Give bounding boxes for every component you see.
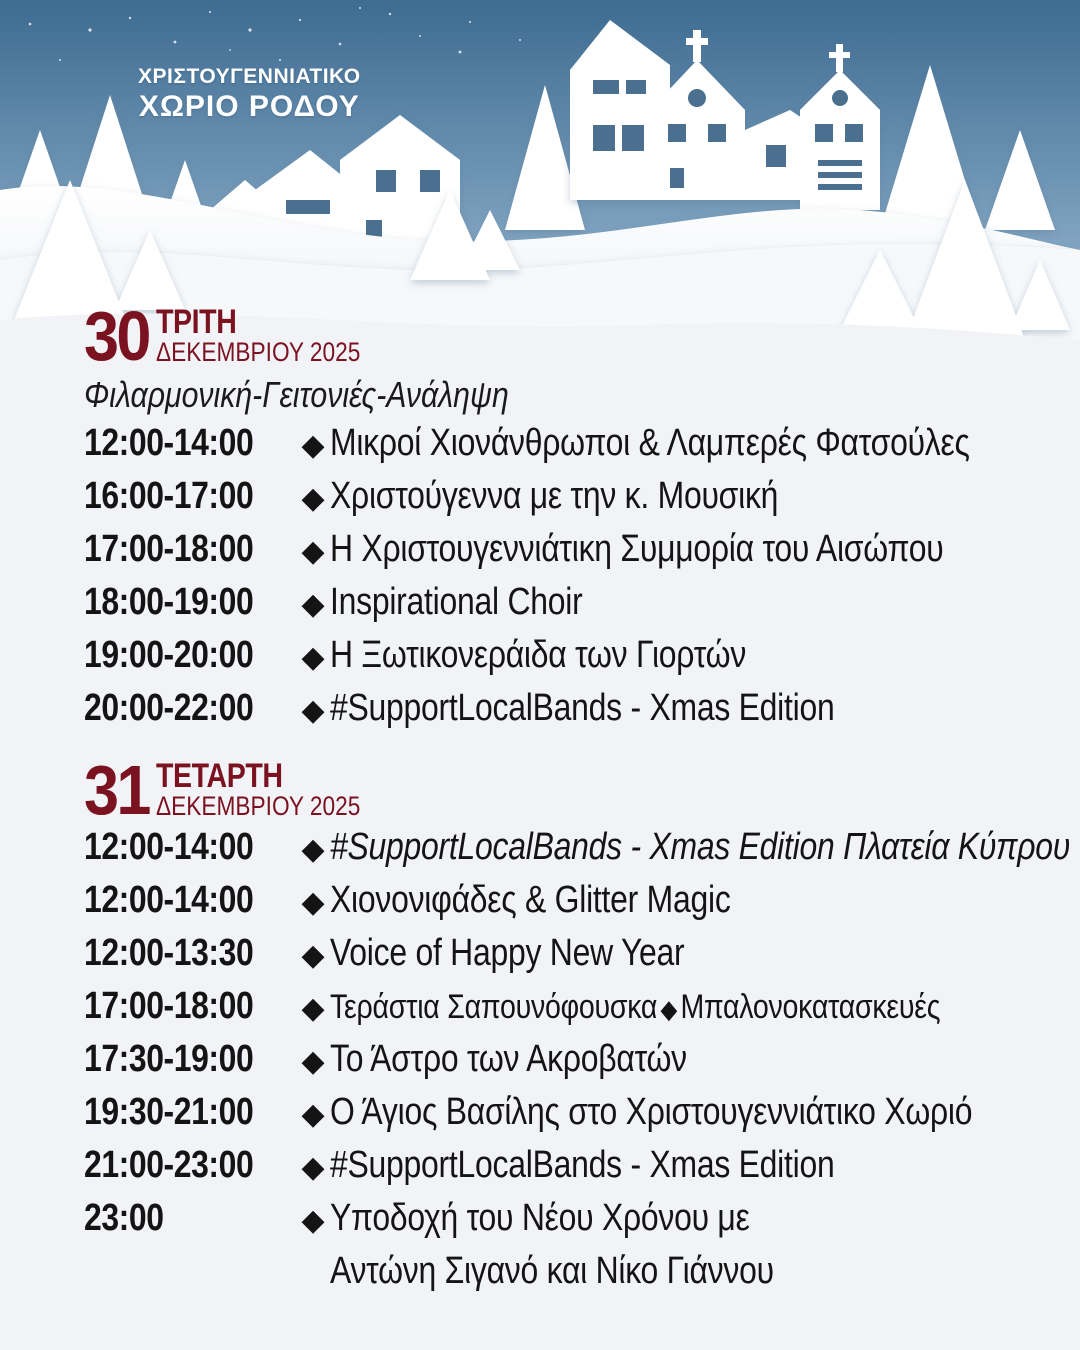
event-title: Το Άστρο των Ακροβατών [330, 1038, 687, 1080]
diamond-icon: ◆ [301, 1151, 325, 1184]
day-month: ΔΕΚΕΜΒΡΙΟΥ 2025 [155, 791, 361, 821]
diamond-icon: ◆ [301, 588, 325, 621]
event-title: #SupportLocalBands - Xmas Edition [330, 687, 835, 729]
event-title: #SupportLocalBands - Xmas Edition Πλατεία Κύπρου [330, 826, 1071, 868]
schedule-row [84, 932, 1064, 985]
event-time: 20:00-22:00 [84, 687, 254, 729]
logo-line-2: ΧΩΡΙΟ ΡΟΔΟΥ [138, 90, 360, 123]
event-logo [138, 64, 361, 124]
event-title-combined [330, 988, 940, 1027]
schedule-row [84, 985, 1064, 1038]
diamond-icon: ◆ [660, 994, 678, 1024]
event-title-part-b: Μπαλονοκατασκευές [680, 988, 941, 1026]
day-weekday: ΤΡΙΤΗ [155, 303, 237, 341]
schedule-row [84, 581, 1064, 634]
day-30-section [84, 297, 1064, 740]
event-title: Ο Άγιος Βασίλης στο Χριστουγεννιάτικο Χωριό [330, 1091, 973, 1133]
day-weekday: ΤΕΤΑΡΤΗ [155, 757, 283, 795]
logo-line-1: ΧΡΙΣΤΟΥΓΕΝΝΙΑΤΙΚΟ [138, 65, 361, 88]
event-time: 17:30-19:00 [84, 1038, 254, 1080]
event-time: 16:00-17:00 [84, 475, 254, 517]
schedule-row [84, 826, 1071, 879]
day-31-section [84, 751, 1071, 1303]
day-header [84, 751, 1064, 829]
event-time: 12:00-14:00 [84, 422, 254, 464]
event-title: Μικροί Χιονάνθρωποι & Λαμπερές Φατσούλες [330, 422, 970, 464]
schedule-row [84, 634, 1064, 687]
day-meta [156, 754, 360, 820]
diamond-icon: ◆ [301, 1045, 325, 1078]
diamond-icon: ◆ [301, 1204, 325, 1237]
day-number: 31 [84, 751, 149, 829]
diamond-icon: ◆ [301, 694, 325, 727]
event-title-part-a: Τεράστια Σαπουνόφουσκα [330, 988, 658, 1026]
event-time: 17:00-18:00 [84, 528, 254, 570]
event-time: 23:00 [84, 1197, 164, 1239]
schedule-row-continuation [84, 1250, 1064, 1303]
event-time: 18:00-19:00 [84, 581, 254, 623]
event-title: Η Ξωτικονεράιδα των Γιορτών [330, 634, 747, 676]
event-title: #SupportLocalBands - Xmas Edition [330, 1144, 835, 1186]
event-title: Χιονονιφάδες & Glitter Magic [330, 879, 731, 921]
event-title: Voice of Happy New Year [330, 932, 685, 974]
schedule-row [84, 687, 1064, 740]
schedule-row [84, 422, 1064, 475]
diamond-icon: ◆ [301, 1098, 325, 1131]
event-time: 19:30-21:00 [84, 1091, 254, 1133]
diamond-icon: ◆ [301, 992, 325, 1025]
event-title: Υποδοχή του Νέου Χρόνου με [330, 1197, 750, 1239]
schedule-row [84, 1091, 1064, 1144]
event-title-continuation: Αντώνη Σιγανό και Νίκο Γιάννου [330, 1250, 774, 1292]
diamond-icon: ◆ [301, 429, 325, 462]
venue-label: Φιλαρμονική-Γειτονιές-Ανάληψη [84, 374, 509, 415]
event-time: 19:00-20:00 [84, 634, 254, 676]
schedule-row [84, 528, 1064, 581]
schedule-row [84, 1038, 1064, 1091]
diamond-icon: ◆ [301, 482, 325, 515]
event-time: 12:00-14:00 [84, 826, 254, 868]
day-number: 30 [84, 297, 149, 375]
diamond-icon: ◆ [301, 833, 325, 866]
diamond-icon: ◆ [301, 939, 325, 972]
day-month: ΔΕΚΕΜΒΡΙΟΥ 2025 [155, 337, 361, 367]
diamond-icon: ◆ [301, 641, 325, 674]
program-schedule [84, 297, 1071, 1303]
event-time: 21:00-23:00 [84, 1144, 254, 1186]
event-time: 12:00-13:30 [84, 932, 254, 974]
day-header [84, 297, 1064, 375]
schedule-row [84, 1144, 1064, 1197]
event-time: 12:00-14:00 [84, 879, 254, 921]
event-time: 17:00-18:00 [84, 985, 254, 1027]
event-title: Inspirational Choir [330, 581, 583, 623]
diamond-icon: ◆ [301, 535, 325, 568]
day-meta [156, 300, 360, 366]
event-title: Χριστούγεννα με την κ. Μουσική [330, 475, 779, 517]
event-title: Η Χριστουγεννιάτικη Συμμορία του Αισώπου [330, 528, 944, 570]
schedule-row [84, 879, 1064, 932]
schedule-row [84, 1197, 1064, 1250]
diamond-icon: ◆ [301, 886, 325, 919]
schedule-row [84, 475, 1064, 528]
